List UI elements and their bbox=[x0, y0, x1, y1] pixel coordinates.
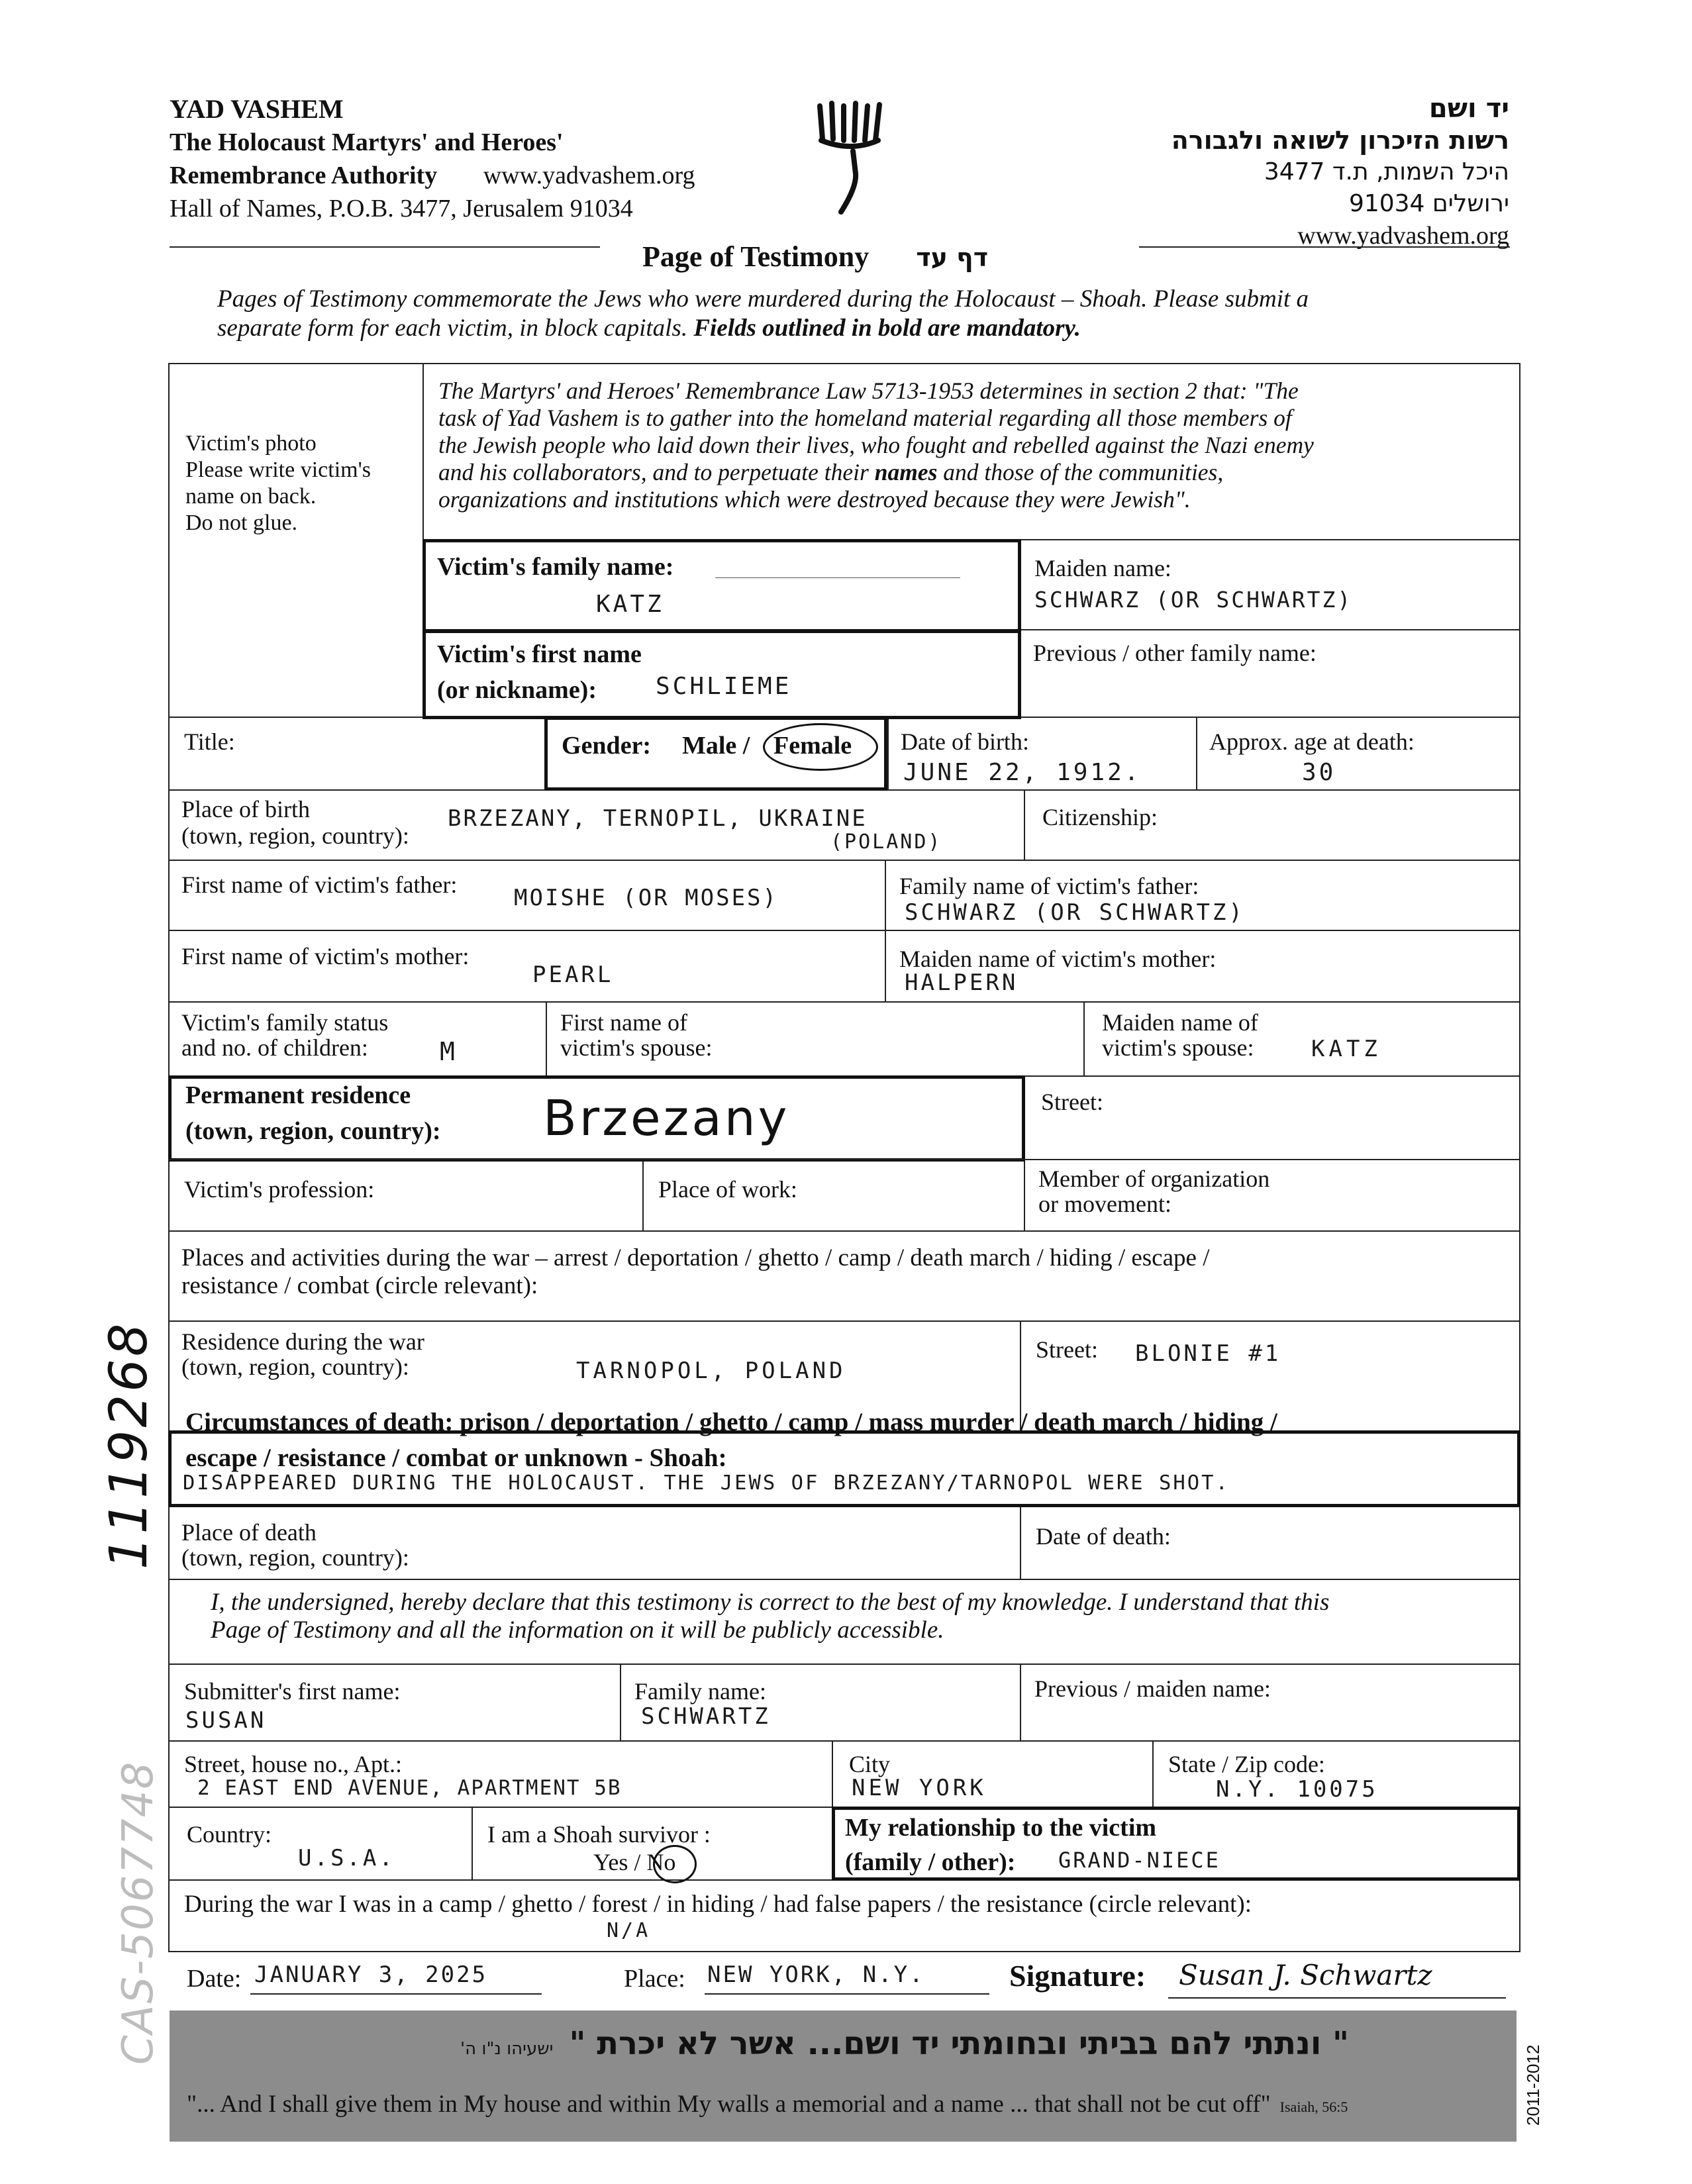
submitter-city-label: City bbox=[849, 1751, 891, 1777]
spouse-maiden-label-2: victim's spouse: bbox=[1102, 1034, 1254, 1061]
survivor-options[interactable]: Yes / No bbox=[593, 1849, 676, 1875]
war-residence-label-2: (town, region, country): bbox=[181, 1354, 409, 1380]
margin-number: 1119268 bbox=[99, 1320, 159, 1569]
mother-first-value[interactable]: PEARL bbox=[532, 962, 614, 988]
family-name-value[interactable]: KATZ bbox=[596, 591, 664, 618]
header-right bbox=[979, 93, 1509, 252]
family-status-value[interactable]: M bbox=[440, 1037, 458, 1066]
submitter-state-zip-label: State / Zip code: bbox=[1168, 1751, 1325, 1777]
website-right[interactable]: www.yadvashem.org bbox=[1297, 222, 1509, 250]
circumstances-line2: escape / resistance / combat or unknown - Shoah: bbox=[185, 1444, 727, 1472]
father-first-label: First name of victim's father: bbox=[181, 871, 458, 898]
intro-line2: separate form for each victim, in block capitals. bbox=[217, 315, 688, 342]
dob-label: Date of birth: bbox=[901, 728, 1029, 755]
org-line2: Remembrance Authority bbox=[170, 162, 438, 189]
father-first-value[interactable]: MOISHE (OR MOSES) bbox=[514, 885, 778, 911]
spouse-first-label-1: First name of bbox=[560, 1009, 687, 1036]
row-street-top bbox=[168, 1740, 1519, 1742]
photo-line3: name on back. bbox=[185, 484, 317, 509]
hebrew-line3: היכל השמות, ת.ד 3477 bbox=[1264, 158, 1509, 185]
intro-text bbox=[217, 285, 1542, 343]
father-family-value[interactable]: SCHWARZ (OR SCHWARTZ) bbox=[905, 899, 1245, 926]
war-status-label: During the war I was in a camp / ghetto / forest / in hiding / had false papers / the resistance (circle relevant): bbox=[184, 1891, 1252, 1918]
member-org-label-1: Member of organization bbox=[1038, 1166, 1270, 1192]
citizenship-label: Citizenship: bbox=[1042, 804, 1158, 830]
hebrew-line2: רשות הזיכרון לשואה ולגבורה bbox=[1171, 126, 1509, 155]
submitter-previous-label: Previous / maiden name: bbox=[1034, 1675, 1271, 1702]
photo-line4: Do not glue. bbox=[185, 511, 298, 535]
row-father-top bbox=[168, 860, 1519, 861]
declaration-line2: Page of Testimony and all the information on it will be publicly accessible. bbox=[211, 1616, 944, 1644]
place-underline bbox=[705, 1993, 989, 1995]
law-line4c: and those of the communities, bbox=[943, 459, 1224, 485]
header-rule-right bbox=[1139, 246, 1510, 248]
frame-bottom bbox=[168, 1951, 1520, 1952]
date-of-death-label: Date of death: bbox=[1036, 1523, 1171, 1550]
submitter-family-label: Family name: bbox=[634, 1678, 766, 1705]
submitter-street-label: Street, house no., Apt.: bbox=[184, 1751, 402, 1777]
law-line1: The Martyrs' and Heroes' Remembrance Law 5713-1953 determines in section 2 that: "The bbox=[438, 377, 1299, 404]
submitter-country-value[interactable]: U.S.A. bbox=[298, 1845, 395, 1871]
residence-label-1: Permanent residence bbox=[185, 1081, 411, 1109]
pob-value-2[interactable]: (POLAND) bbox=[830, 830, 942, 854]
law-line4b: names bbox=[874, 459, 938, 485]
place-of-work-label: Place of work: bbox=[658, 1176, 797, 1203]
submitter-first-label: Submitter's first name: bbox=[184, 1678, 401, 1705]
gender-male[interactable]: Male / bbox=[682, 732, 750, 760]
declaration-line1: I, the undersigned, hereby declare that this testimony is correct to the best of my knowledge. I understand that this bbox=[211, 1589, 1330, 1616]
law-line3: the Jewish people who laid down their lives, who fought and rebelled against the Nazi enemy bbox=[438, 432, 1314, 458]
gender-female[interactable]: Female bbox=[773, 732, 852, 760]
gender-female-circle bbox=[763, 723, 878, 771]
page-title-hebrew: דף עד bbox=[916, 243, 989, 272]
previous-family-label: Previous / other family name: bbox=[1033, 640, 1317, 666]
spouse-maiden-value[interactable]: KATZ bbox=[1311, 1036, 1381, 1062]
war-activities-line2: resistance / combat (circle relevant): bbox=[181, 1272, 538, 1299]
profession-top-line bbox=[168, 1159, 1025, 1160]
photo-line1: Victim's photo bbox=[185, 431, 317, 456]
war-activities-line1: Places and activities during the war – arrest / deportation / ghetto / camp / death march / hiding / escape / bbox=[181, 1244, 1210, 1271]
signature-value[interactable]: Susan J. Schwartz bbox=[1179, 1959, 1432, 1991]
footer-hebrew bbox=[408, 2025, 1401, 2062]
war-street-value[interactable]: BLONIE #1 bbox=[1135, 1340, 1281, 1367]
submitter-city-value[interactable]: NEW YORK bbox=[852, 1775, 987, 1801]
place-value[interactable]: NEW YORK, N.Y. bbox=[707, 1961, 925, 1988]
row-decl-top bbox=[168, 1579, 1519, 1580]
page-title: Page of Testimony דף עד bbox=[642, 240, 989, 273]
submitter-country-label: Country: bbox=[187, 1821, 272, 1848]
place-of-death-label-2: (town, region, country): bbox=[181, 1544, 409, 1571]
dob-value[interactable]: JUNE 22, 1912. bbox=[903, 759, 1142, 786]
photo-box[interactable] bbox=[185, 430, 411, 536]
pob-value-1[interactable]: BRZEZANY, TERNOPIL, UKRAINE bbox=[448, 805, 868, 832]
footer-band bbox=[170, 2010, 1517, 2142]
war-residence-value[interactable]: TARNOPOL, POLAND bbox=[576, 1358, 846, 1384]
maiden-bottom bbox=[1020, 629, 1519, 630]
age-value[interactable]: 30 bbox=[1302, 759, 1336, 786]
footer-hebrew-ref: ישעיהו נ"ו ה' bbox=[460, 2039, 554, 2059]
pob-label-1: Place of birth bbox=[181, 796, 310, 822]
submitter-family-value[interactable]: SCHWARTZ bbox=[641, 1703, 771, 1730]
signature-label: Signature: bbox=[1009, 1959, 1146, 1993]
photo-line2: Please write victim's bbox=[185, 458, 371, 482]
relationship-value[interactable]: GRAND-NIECE bbox=[1058, 1848, 1220, 1873]
place-label: Place: bbox=[624, 1965, 685, 1993]
father-family-label: Family name of victim's father: bbox=[899, 873, 1199, 899]
date-label: Date: bbox=[187, 1965, 242, 1993]
pob-label-2: (town, region, country): bbox=[181, 822, 409, 849]
first-name-value[interactable]: SCHLIEME bbox=[656, 673, 792, 700]
hebrew-line4: ירושלים 91034 bbox=[1348, 190, 1509, 217]
profession-label: Victim's profession: bbox=[184, 1176, 375, 1203]
row-war-res-top bbox=[168, 1320, 1519, 1322]
law-text bbox=[438, 377, 1511, 513]
row-mother-top bbox=[168, 930, 1519, 931]
footer-english-ref: Isaiah, 56:5 bbox=[1279, 2099, 1348, 2115]
address: Hall of Names, P.O.B. 3477, Jerusalem 91034 bbox=[170, 195, 633, 223]
header-rule-left bbox=[170, 246, 600, 248]
maiden-name-value[interactable]: SCHWARZ (OR SCHWARTZ) bbox=[1034, 587, 1353, 613]
org-line1: The Holocaust Martyrs' and Heroes' bbox=[170, 128, 564, 156]
residence-value[interactable]: Brzezany bbox=[543, 1090, 790, 1147]
website-left[interactable]: www.yadvashem.org bbox=[483, 162, 695, 189]
margin-case-id: CAS-5067748 bbox=[114, 1760, 163, 2065]
survivor-no-circle bbox=[653, 1845, 697, 1883]
yad-vashem-logo bbox=[815, 99, 887, 219]
hebrew-line1: יד ושם bbox=[1428, 93, 1509, 124]
spouse-first-label-2: victim's spouse: bbox=[560, 1034, 713, 1061]
intro-bold: Fields outlined in bold are mandatory. bbox=[693, 315, 1081, 342]
first-name-label-2: (or nickname): bbox=[437, 676, 597, 704]
mother-maiden-value[interactable]: HALPERN bbox=[905, 969, 1019, 996]
mother-first-label: First name of victim's mother: bbox=[181, 943, 470, 969]
law-line5: organizations and institutions which were destroyed because they were Jewish". bbox=[438, 486, 1191, 513]
frame-right bbox=[1519, 363, 1520, 1952]
signature-underline bbox=[1168, 1997, 1506, 1999]
footer-english-quote: "... And I shall give them in My house and within My walls a memorial and a name ... that shall not be cut off" bbox=[187, 2091, 1271, 2118]
gender-label: Gender: bbox=[562, 732, 652, 760]
circumstances-value[interactable]: DISAPPEARED DURING THE HOLOCAUST. THE JEWS OF BRZEZANY/TARNOPOL WERE SHOT. bbox=[183, 1471, 1230, 1495]
relationship-label-1: My relationship to the victim bbox=[845, 1814, 1157, 1842]
maiden-name-label: Maiden name: bbox=[1034, 555, 1171, 581]
survivor-label: I am a Shoah survivor : bbox=[487, 1821, 711, 1848]
place-of-death-label-1: Place of death bbox=[181, 1519, 317, 1546]
residence-label-2: (town, region, country): bbox=[185, 1117, 441, 1145]
street-label: Street: bbox=[1041, 1089, 1103, 1115]
mother-maiden-label: Maiden name of victim's mother: bbox=[899, 946, 1217, 972]
submitter-street-value[interactable]: 2 EAST END AVENUE, APARTMENT 5B bbox=[197, 1776, 622, 1800]
war-residence-label-1: Residence during the war bbox=[181, 1328, 424, 1355]
submitter-first-value[interactable]: SUSAN bbox=[185, 1707, 267, 1734]
frame-top bbox=[168, 363, 1520, 364]
family-name-label: Victim's family name: bbox=[437, 553, 674, 581]
title-label: Title: bbox=[184, 728, 235, 755]
member-org-label-2: or movement: bbox=[1038, 1191, 1171, 1217]
intro-line1: Pages of Testimony commemorate the Jews who were murdered during the Holocaust – Shoah. Please submit a bbox=[217, 285, 1309, 313]
org-name: YAD VASHEM bbox=[170, 94, 344, 124]
header-left bbox=[170, 93, 766, 225]
law-line2: task of Yad Vashem is to gather into the homeland material regarding all those members of bbox=[438, 405, 1292, 431]
family-status-label-1: Victim's family status bbox=[181, 1009, 389, 1036]
row-status-top bbox=[168, 1001, 1519, 1003]
spouse-maiden-label-1: Maiden name of bbox=[1102, 1009, 1258, 1036]
row-war-top bbox=[168, 1230, 1519, 1232]
age-label: Approx. age at death: bbox=[1209, 728, 1415, 755]
circumstances-line1: Circumstances of death: prison / deportation / ghetto / camp / mass murder / death march / hiding / bbox=[185, 1408, 1277, 1436]
law-line4a: and his collaborators, and to perpetuate their bbox=[438, 459, 869, 485]
war-status-value[interactable]: N/A bbox=[607, 1919, 651, 1942]
relationship-label-2: (family / other): bbox=[845, 1848, 1016, 1876]
war-street-label: Street: bbox=[1036, 1336, 1098, 1363]
form-year: 2011-2012 bbox=[1523, 2044, 1543, 2126]
row-sub-top bbox=[168, 1663, 1519, 1665]
first-name-label-1: Victim's first name bbox=[437, 640, 642, 668]
row-profession-top bbox=[1024, 1159, 1519, 1160]
submitter-state-zip-value[interactable]: N.Y. 10075 bbox=[1216, 1776, 1378, 1803]
family-status-label-2: and no. of children: bbox=[181, 1034, 368, 1061]
date-value[interactable]: JANUARY 3, 2025 bbox=[254, 1961, 488, 1988]
footer-english bbox=[187, 2090, 1348, 2118]
footer-hebrew-quote: " ונתתי להם בביתי ובחומתי יד ושם... אשר לא יכרת " bbox=[569, 2025, 1350, 2062]
